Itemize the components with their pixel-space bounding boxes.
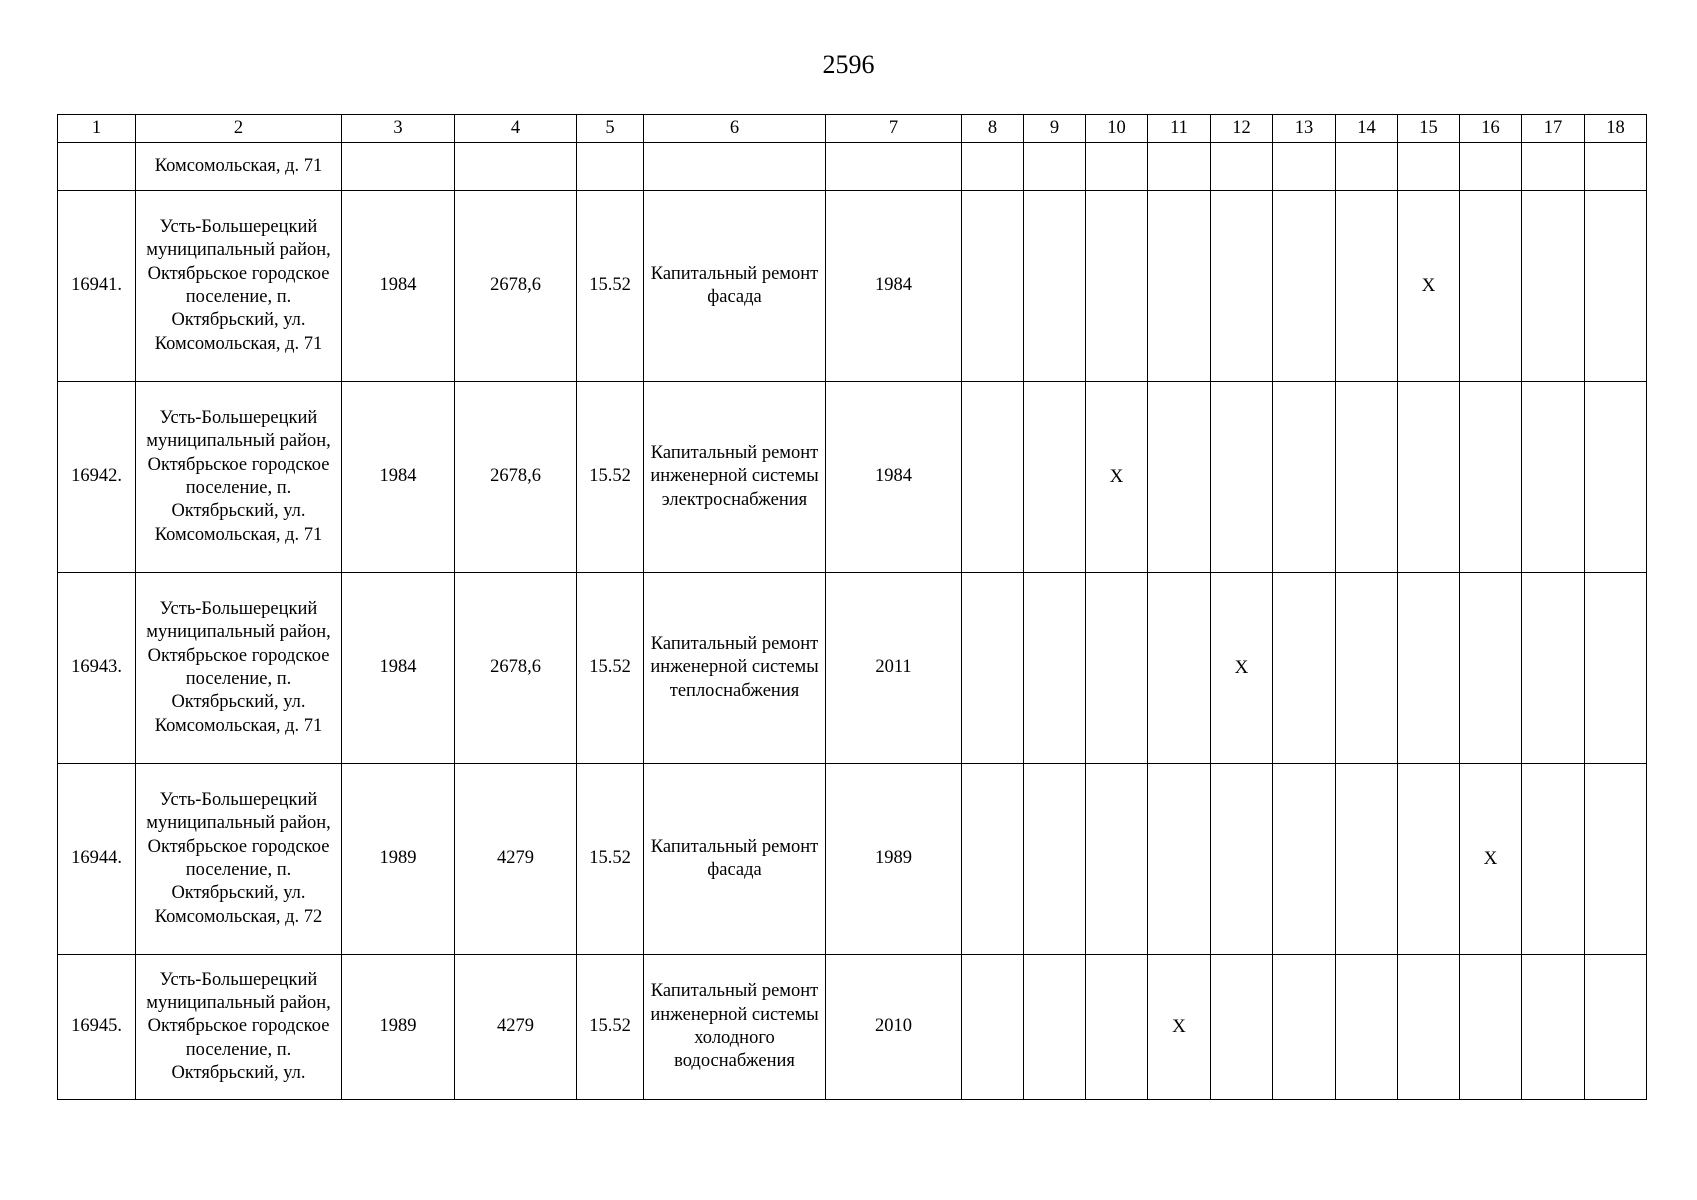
mark-cell	[1086, 955, 1148, 1100]
column-header: 6	[644, 115, 826, 143]
mark-cell	[1585, 191, 1647, 382]
year-built-cell: 1984	[342, 382, 455, 573]
column-header: 3	[342, 115, 455, 143]
column-header: 7	[826, 115, 962, 143]
area-cell: 2678,6	[455, 191, 577, 382]
mark-cell	[1336, 955, 1398, 1100]
mark-cell: X	[1211, 573, 1273, 764]
area-cell: 4279	[455, 764, 577, 955]
area-cell: 2678,6	[455, 573, 577, 764]
mark-cell	[1148, 573, 1211, 764]
mark-cell	[1460, 191, 1522, 382]
empty-cell	[1585, 143, 1647, 191]
rate-cell: 15.52	[577, 191, 644, 382]
address-cell: Усть-Большерецкий муниципальный район, Октябрьское городское поселение, п. Октябрьский, ул. Комсомольская, д. 71	[136, 382, 342, 573]
mark-cell	[1211, 764, 1273, 955]
mark-cell	[1024, 382, 1086, 573]
table-row	[58, 764, 1647, 955]
work-type-cell: Капитальный ремонт инженерной системы холодного водоснабжения	[644, 955, 826, 1100]
mark-cell	[1336, 573, 1398, 764]
repair-year-cell: 1984	[826, 191, 962, 382]
mark-cell	[1585, 382, 1647, 573]
mark-cell	[1336, 191, 1398, 382]
column-header: 14	[1336, 115, 1398, 143]
empty-cell	[1211, 143, 1273, 191]
mark-cell	[1211, 382, 1273, 573]
mark-cell	[1024, 191, 1086, 382]
mark-cell	[1522, 573, 1585, 764]
mark-cell	[1522, 955, 1585, 1100]
repair-year-cell: 2011	[826, 573, 962, 764]
column-header: 8	[962, 115, 1024, 143]
mark-cell	[1211, 191, 1273, 382]
table-row	[58, 191, 1647, 382]
work-type-cell: Капитальный ремонт инженерной системы теплоснабжения	[644, 573, 826, 764]
mark-cell	[1460, 955, 1522, 1100]
empty-cell	[1024, 143, 1086, 191]
mark-cell	[962, 573, 1024, 764]
mark-cell	[1398, 955, 1460, 1100]
address-cell: Усть-Большерецкий муниципальный район, Октябрьское городское поселение, п. Октябрьский, ул. Комсомольская, д. 71	[136, 573, 342, 764]
mark-cell	[1024, 573, 1086, 764]
work-type-cell: Капитальный ремонт фасада	[644, 764, 826, 955]
column-header: 11	[1148, 115, 1211, 143]
empty-cell	[1460, 143, 1522, 191]
row-number-cell: 16943.	[58, 573, 136, 764]
mark-cell	[1273, 382, 1336, 573]
column-header: 10	[1086, 115, 1148, 143]
table-row	[58, 382, 1647, 573]
empty-cell	[1086, 143, 1148, 191]
column-number-header	[58, 115, 1647, 143]
empty-cell	[342, 143, 455, 191]
mark-cell	[1398, 382, 1460, 573]
row-number-cell	[58, 143, 136, 191]
mark-cell	[962, 764, 1024, 955]
address-cell: Усть-Большерецкий муниципальный район, Октябрьское городское поселение, п. Октябрьский, ул. Комсомольская, д. 72	[136, 764, 342, 955]
area-cell: 4279	[455, 955, 577, 1100]
mark-cell	[962, 382, 1024, 573]
row-number-cell: 16942.	[58, 382, 136, 573]
empty-cell	[644, 143, 826, 191]
mark-cell	[1336, 764, 1398, 955]
mark-cell	[1148, 382, 1211, 573]
empty-cell	[577, 143, 644, 191]
mark-cell	[1086, 573, 1148, 764]
column-header: 13	[1273, 115, 1336, 143]
column-header: 9	[1024, 115, 1086, 143]
repair-year-cell: 2010	[826, 955, 962, 1100]
mark-cell	[1585, 764, 1647, 955]
year-built-cell: 1989	[342, 764, 455, 955]
column-header: 1	[58, 115, 136, 143]
repair-year-cell: 1989	[826, 764, 962, 955]
column-header: 18	[1585, 115, 1647, 143]
empty-cell	[1336, 143, 1398, 191]
rate-cell: 15.52	[577, 382, 644, 573]
register-table	[57, 114, 1647, 1100]
address-cell: Усть-Большерецкий муниципальный район, Октябрьское городское поселение, п. Октябрьский, ул.	[136, 955, 342, 1100]
year-built-cell: 1989	[342, 955, 455, 1100]
mark-cell	[1148, 764, 1211, 955]
column-header: 15	[1398, 115, 1460, 143]
mark-cell	[1024, 955, 1086, 1100]
year-built-cell: 1984	[342, 191, 455, 382]
area-cell: 2678,6	[455, 382, 577, 573]
mark-cell	[1522, 382, 1585, 573]
mark-cell	[1273, 764, 1336, 955]
mark-cell	[1460, 573, 1522, 764]
mark-cell	[1273, 955, 1336, 1100]
empty-cell	[1398, 143, 1460, 191]
column-header: 5	[577, 115, 644, 143]
row-number-cell: 16945.	[58, 955, 136, 1100]
mark-cell	[1336, 382, 1398, 573]
repair-year-cell: 1984	[826, 382, 962, 573]
mark-cell	[1211, 955, 1273, 1100]
mark-cell	[1585, 955, 1647, 1100]
mark-cell	[1398, 764, 1460, 955]
mark-cell	[1024, 764, 1086, 955]
empty-cell	[826, 143, 962, 191]
empty-cell	[455, 143, 577, 191]
mark-cell	[1086, 764, 1148, 955]
mark-cell	[1273, 191, 1336, 382]
column-header: 16	[1460, 115, 1522, 143]
work-type-cell: Капитальный ремонт инженерной системы электроснабжения	[644, 382, 826, 573]
address-cell: Комсомольская, д. 71	[136, 143, 342, 191]
continuation-row	[58, 143, 1647, 191]
mark-cell	[1086, 191, 1148, 382]
address-cell: Усть-Большерецкий муниципальный район, Октябрьское городское поселение, п. Октябрьский, ул. Комсомольская, д. 71	[136, 191, 342, 382]
column-header: 12	[1211, 115, 1273, 143]
page-number: 2596	[822, 50, 875, 79]
mark-cell: X	[1086, 382, 1148, 573]
column-header: 4	[455, 115, 577, 143]
mark-cell	[1273, 573, 1336, 764]
mark-cell: X	[1398, 191, 1460, 382]
empty-cell	[1522, 143, 1585, 191]
row-number-cell: 16944.	[58, 764, 136, 955]
empty-cell	[1273, 143, 1336, 191]
table-row	[58, 955, 1647, 1100]
rate-cell: 15.52	[577, 955, 644, 1100]
column-header: 17	[1522, 115, 1585, 143]
empty-cell	[962, 143, 1024, 191]
table-row	[58, 573, 1647, 764]
mark-cell	[962, 191, 1024, 382]
rate-cell: 15.52	[577, 764, 644, 955]
mark-cell	[1585, 573, 1647, 764]
mark-cell	[1148, 191, 1211, 382]
empty-cell	[1148, 143, 1211, 191]
mark-cell	[1398, 573, 1460, 764]
mark-cell	[962, 955, 1024, 1100]
work-type-cell: Капитальный ремонт фасада	[644, 191, 826, 382]
column-header: 2	[136, 115, 342, 143]
mark-cell	[1522, 764, 1585, 955]
year-built-cell: 1984	[342, 573, 455, 764]
mark-cell	[1522, 191, 1585, 382]
mark-cell: X	[1148, 955, 1211, 1100]
row-number-cell: 16941.	[58, 191, 136, 382]
rate-cell: 15.52	[577, 573, 644, 764]
mark-cell	[1460, 382, 1522, 573]
mark-cell: X	[1460, 764, 1522, 955]
